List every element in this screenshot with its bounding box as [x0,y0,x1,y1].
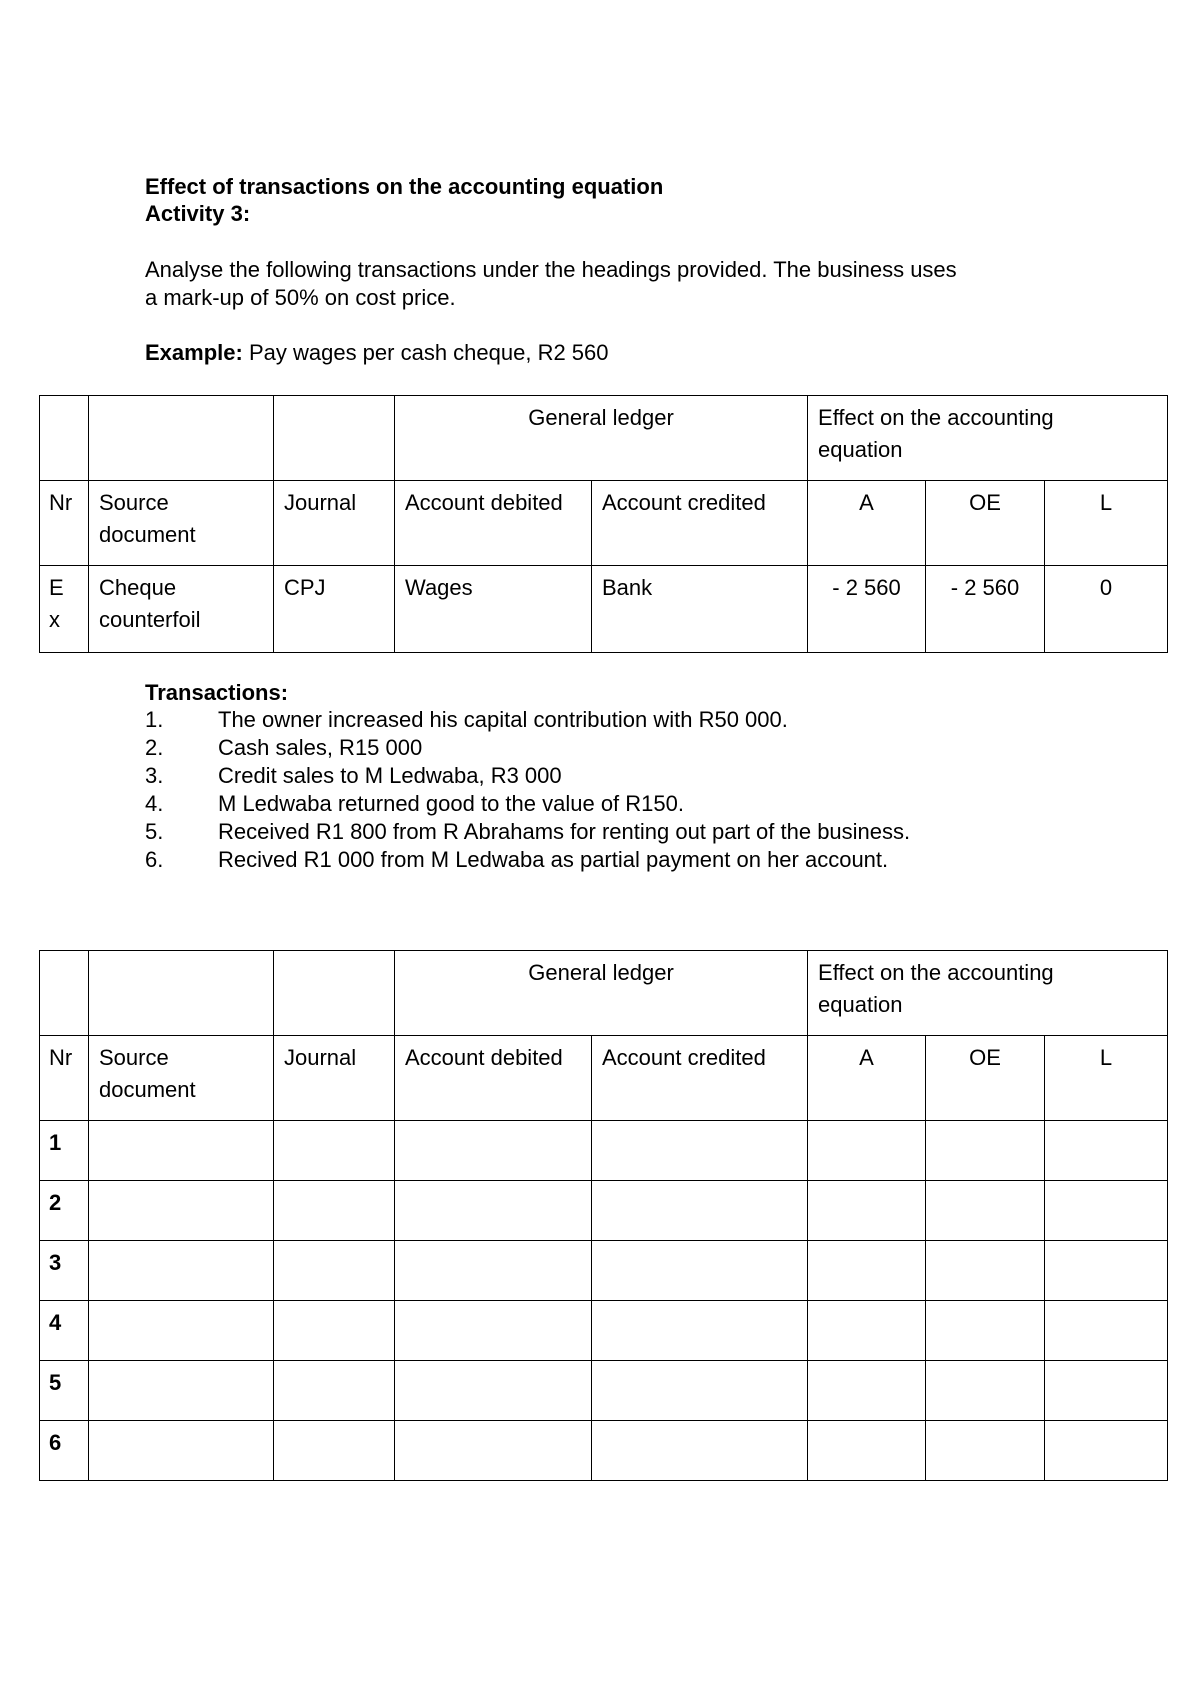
owners-equity-header: OE [926,1036,1045,1121]
example-table [39,395,1168,653]
transaction-item [145,819,910,845]
answer-row [40,1121,1168,1181]
account-credited-header: Account credited [592,1036,808,1121]
transaction-number: 3. [145,763,164,788]
general-ledger-header: General ledger [395,951,808,1036]
example-liabilities: 0 [1045,566,1168,653]
transaction-item [145,763,562,789]
answer-row-number: 2 [40,1181,89,1241]
account-debited-header: Account debited [395,1036,592,1121]
answer-row [40,1301,1168,1361]
owners-equity-cell[interactable] [926,1361,1045,1421]
answer-row-number: 3 [40,1241,89,1301]
answer-row-number: 1 [40,1121,89,1181]
journal-cell[interactable] [274,1301,395,1361]
account-credited-cell[interactable] [592,1241,808,1301]
example-source [89,566,274,653]
example-nr [40,566,89,653]
transaction-text: Recived R1 000 from M Ledwaba as partial payment on her account. [218,847,889,872]
liabilities-cell[interactable] [1045,1361,1168,1421]
journal-cell[interactable] [274,1361,395,1421]
example-nr-line1: E [49,575,64,600]
example-debited: Wages [395,566,592,653]
transaction-number: 5. [145,819,164,844]
answer-row-number: 5 [40,1361,89,1421]
nr-header: Nr [40,481,89,566]
header-row-columns [40,481,1168,566]
empty-cell [89,396,274,481]
account-debited-cell[interactable] [395,1121,592,1181]
assets-cell[interactable] [808,1241,926,1301]
source-document-cell[interactable] [89,1241,274,1301]
assets-cell[interactable] [808,1301,926,1361]
liabilities-cell[interactable] [1045,1301,1168,1361]
journal-cell[interactable] [274,1121,395,1181]
transaction-text: M Ledwaba returned good to the value of R150. [218,791,684,816]
transaction-text: The owner increased his capital contribution with R50 000. [218,707,788,732]
account-credited-cell[interactable] [592,1421,808,1481]
answer-row [40,1361,1168,1421]
owners-equity-cell[interactable] [926,1241,1045,1301]
assets-cell[interactable] [808,1361,926,1421]
empty-cell [274,951,395,1036]
assets-cell[interactable] [808,1421,926,1481]
source-header-line1: Source [99,1045,169,1070]
owners-equity-header: OE [926,481,1045,566]
assets-cell[interactable] [808,1181,926,1241]
account-debited-header: Account debited [395,481,592,566]
transaction-number: 4. [145,791,164,816]
source-document-header [89,1036,274,1121]
answer-row [40,1241,1168,1301]
example-source-line1: Cheque [99,575,177,600]
effect-header-line2: equation [818,992,903,1017]
transactions-heading: Transactions: [145,680,289,705]
owners-equity-cell[interactable] [926,1121,1045,1181]
account-credited-cell[interactable] [592,1301,808,1361]
account-debited-cell[interactable] [395,1241,592,1301]
account-debited-cell[interactable] [395,1361,592,1421]
liabilities-cell[interactable] [1045,1241,1168,1301]
assets-cell[interactable] [808,1121,926,1181]
journal-cell[interactable] [274,1421,395,1481]
assets-header: A [808,481,926,566]
journal-cell[interactable] [274,1241,395,1301]
example-source-line2: counterfoil [99,607,201,632]
example-label: Example: [145,340,243,365]
activity-label: Activity 3: [145,201,251,226]
account-credited-cell[interactable] [592,1121,808,1181]
owners-equity-cell[interactable] [926,1301,1045,1361]
transaction-item [145,847,888,873]
empty-cell [40,396,89,481]
effect-header-line1: Effect on the accounting [818,405,1054,430]
nr-header: Nr [40,1036,89,1121]
source-header-line2: document [99,1077,196,1102]
example-journal: CPJ [274,566,395,653]
owners-equity-cell[interactable] [926,1421,1045,1481]
example-row [40,566,1168,653]
header-row-columns [40,1036,1168,1121]
owners-equity-cell[interactable] [926,1181,1045,1241]
example-nr-line2: x [49,607,60,632]
example-owners-equity: - 2 560 [926,566,1045,653]
effect-header [808,951,1168,1036]
transaction-number: 2. [145,735,164,760]
effect-header-line2: equation [818,437,903,462]
empty-cell [274,396,395,481]
account-credited-cell[interactable] [592,1181,808,1241]
effect-header [808,396,1168,481]
transaction-item [145,707,788,733]
transaction-text: Cash sales, R15 000 [218,735,423,760]
transaction-number: 6. [145,847,164,872]
journal-header: Journal [274,481,395,566]
liabilities-cell[interactable] [1045,1181,1168,1241]
transaction-item [145,791,684,817]
example-assets: - 2 560 [808,566,926,653]
account-credited-cell[interactable] [592,1361,808,1421]
assets-header: A [808,1036,926,1121]
empty-cell [40,951,89,1036]
account-debited-cell[interactable] [395,1421,592,1481]
liabilities-header: L [1045,1036,1168,1121]
transaction-text: Received R1 800 from R Abrahams for renting out part of the business. [218,819,911,844]
example-text: Pay wages per cash cheque, R2 560 [248,340,609,365]
header-row-top [40,396,1168,481]
answer-row-number: 4 [40,1301,89,1361]
liabilities-header: L [1045,481,1168,566]
source-document-cell[interactable] [89,1301,274,1361]
answer-row [40,1181,1168,1241]
answer-table [39,950,1168,1481]
example-statement [145,340,609,366]
journal-header: Journal [274,1036,395,1121]
source-header-line1: Source [99,490,169,515]
liabilities-cell[interactable] [1045,1421,1168,1481]
general-ledger-header: General ledger [395,396,808,481]
instructions-line-1: Analyse the following transactions under the headings provided. The business uses [145,257,957,282]
example-credited: Bank [592,566,808,653]
document-title: Effect of transactions on the accounting equation [145,174,664,199]
answer-row-number: 6 [40,1421,89,1481]
answer-row [40,1421,1168,1481]
account-debited-cell[interactable] [395,1181,592,1241]
transaction-text: Credit sales to M Ledwaba, R3 000 [218,763,562,788]
source-header-line2: document [99,522,196,547]
empty-cell [89,951,274,1036]
journal-cell[interactable] [274,1181,395,1241]
source-document-cell[interactable] [89,1121,274,1181]
transaction-item [145,735,422,761]
header-row-top [40,951,1168,1036]
source-document-cell[interactable] [89,1361,274,1421]
source-document-cell[interactable] [89,1421,274,1481]
source-document-header [89,481,274,566]
account-credited-header: Account credited [592,481,808,566]
source-document-cell[interactable] [89,1181,274,1241]
transaction-number: 1. [145,707,164,732]
liabilities-cell[interactable] [1045,1121,1168,1181]
instructions-line-2: a mark-up of 50% on cost price. [145,285,456,310]
account-debited-cell[interactable] [395,1301,592,1361]
effect-header-line1: Effect on the accounting [818,960,1054,985]
